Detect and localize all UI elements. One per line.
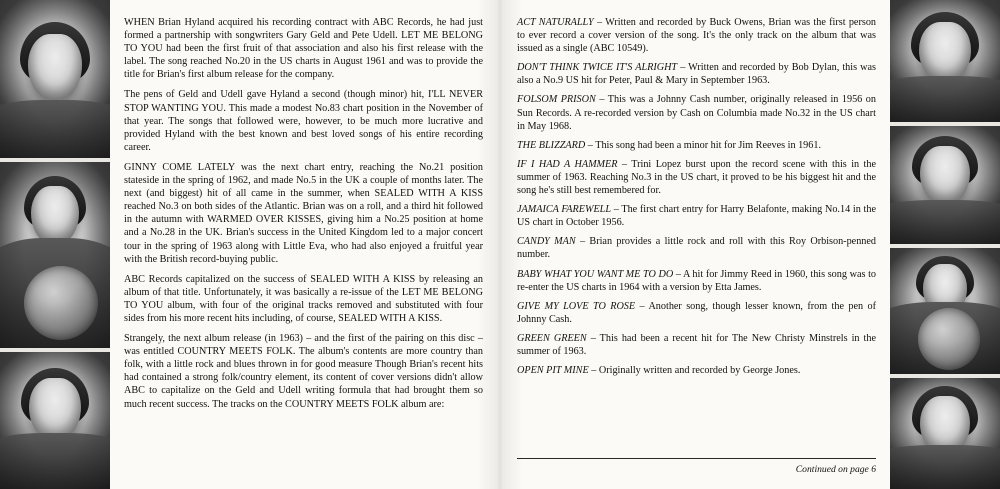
photo-vignette	[0, 162, 110, 348]
track-text: – Written and recorded by Bob Dylan, this was also a No.9 US hit for Peter, Paul & Mary in September 1963.	[517, 62, 876, 87]
track-entry	[517, 364, 876, 377]
footer-divider	[517, 458, 876, 459]
track-entry	[517, 158, 876, 197]
track-entry	[517, 16, 876, 55]
paragraph-text: WHEN Brian Hyland acquired his recording contract with ABC Records, he had just formed a partnership with songwriters Gary Geld and Pete Udell. LET ME BELONG TO YOU had been the first fruit of that association and also his first release with the label. The song reached No.20 in the US charts in August 1961 and was to provide the title for Brian's first album release for the company.	[124, 17, 483, 81]
track-title: FOLSOM PRISON	[517, 94, 596, 106]
photo-vignette	[890, 248, 1000, 374]
track-entry	[517, 203, 876, 229]
track-entry	[517, 139, 876, 152]
track-entry	[517, 300, 876, 326]
paragraph-text: Strangely, the next album release (in 1963) – and the first of the pairing on this disc – was entitled COUNTRY MEETS FOLK. The album's contents are more country than folk, with a little rock and blues thrown in for good measure Though Brian's recent hits had contained a strong folk/country element, its content of cover versions didn't allow ABC to capitalize on the Geld and Udell writing formula that had brought them so much recent success. The tracks on the COUNTRY MEETS FOLK album are:	[124, 333, 483, 410]
track-text: – This had been a recent hit for The New Christy Minstrels in the summer of 1963.	[517, 332, 876, 357]
track-text: – This was a Johnny Cash number, originally released in 1956 on Sun Records. A re-recorded version by Cash on Columbia made No.32 in the US chart in May 1968.	[517, 94, 876, 132]
track-title: IF I HAD A HAMMER	[517, 158, 618, 170]
track-title: CANDY MAN	[517, 236, 576, 248]
photo-vignette	[890, 378, 1000, 489]
track-text: – This song had been a minor hit for Jim Reeves in 1961.	[585, 139, 822, 151]
photo-vignette	[0, 0, 110, 158]
track-entry	[517, 235, 876, 261]
track-title: GIVE MY LOVE TO ROSE	[517, 300, 636, 312]
track-text: – Originally written and recorded by George Jones.	[588, 365, 801, 377]
track-text: – A hit for Jimmy Reed in 1960, this song was to re-enter the US charts in 1964 with a version by Etta James.	[517, 268, 876, 293]
portrait-bottom-right	[890, 378, 1000, 489]
track-entry	[517, 93, 876, 132]
portrait-upper-mid-right	[890, 126, 1000, 244]
paragraph	[124, 273, 483, 325]
track-text: – Brian provides a little rock and roll with this Roy Orbison-penned number.	[517, 236, 876, 261]
track-title: GREEN GREEN	[517, 332, 587, 344]
continued-note: Continued on page 6	[795, 463, 876, 475]
paragraph	[124, 332, 483, 411]
track-entry	[517, 61, 876, 87]
paragraph-text: GINNY COME LATELY was the next chart entry, reaching the No.21 position stateside in the spring of 1962, and made No.5 in the UK a couple of months later. The next (and biggest) hit of all came in the summer, when SEALED WITH A KISS reached No.3 on both sides of the Atlantic. Brian was on a roll, and a third hit followed in the autumn with WARMED OVER KISSES, giving him a No.25 position at home and a No.28 in the UK. Brian's success in the United Kingdom led to a major concert tour in the spring of 1963 along with Little Eva, who had also enjoyed a fruitful year with the British record-buying public.	[124, 161, 483, 265]
photo-vignette	[890, 0, 1000, 122]
paragraph-text: The pens of Geld and Udell gave Hyland a second (though minor) hit, I'LL NEVER STOP WANTING YOU. This made a modest No.83 chart position in the November of that year. The songs that followed were, however, to be much more lucrative and provided Hyland with the best known and best loved songs of his entire recording career.	[124, 89, 483, 153]
two-column-layout	[110, 10, 890, 489]
track-title: OPEN PIT MINE	[517, 365, 589, 377]
right-text-column	[517, 16, 876, 483]
paragraph	[124, 16, 483, 81]
paragraph	[124, 161, 483, 266]
paragraph-text: ABC Records capitalized on the success of SEALED WITH A KISS by releasing an album of that title. Unfortunately, it was basically a re-issue of the LET ME BELONG TO YOU album, with four of the original tracks removed and substituted with four sides from his more recent hits including, of course, SEALED WITH A KISS.	[124, 273, 483, 324]
text-page	[110, 0, 890, 489]
track-title: ACT NATURALLY	[517, 17, 594, 28]
portrait-mid-left	[0, 162, 110, 348]
track-text: – The first chart entry for Harry Belafonte, making No.14 in the US chart in October 1956.	[517, 204, 876, 229]
portrait-lower-mid-right	[890, 248, 1000, 374]
track-title: JAMAICA FAREWELL	[517, 204, 612, 216]
portrait-top-right	[890, 0, 1000, 122]
track-text: – Written and recorded by Buck Owens, Brian was the first person to ever record a cover version of the song. It's the only track on the album that was issued as a single (ABC 10549).	[517, 17, 877, 55]
photo-strip-right	[890, 0, 1000, 489]
photo-strip-left	[0, 0, 110, 489]
photo-vignette	[890, 126, 1000, 244]
portrait-top-left	[0, 0, 110, 158]
left-text-column	[124, 16, 483, 483]
track-list	[517, 16, 876, 452]
photo-vignette	[0, 352, 110, 489]
track-text: – Another song, though lesser known, from the pen of Johnny Cash.	[517, 300, 876, 325]
track-title: THE BLIZZARD	[517, 139, 586, 151]
column-footer	[517, 452, 876, 483]
portrait-bottom-left	[0, 352, 110, 489]
track-entry	[517, 332, 876, 358]
track-entry	[517, 268, 876, 294]
track-title: DON'T THINK TWICE IT'S ALRIGHT	[517, 62, 678, 74]
paragraph	[124, 88, 483, 153]
track-text: – Trini Lopez burst upon the record scene with this in the summer of 1963. Reaching No.3 in the US chart, it proved to be his biggest hit and the song he's still best remembered for.	[517, 158, 876, 197]
track-title: BABY WHAT YOU WANT ME TO DO	[517, 268, 674, 280]
